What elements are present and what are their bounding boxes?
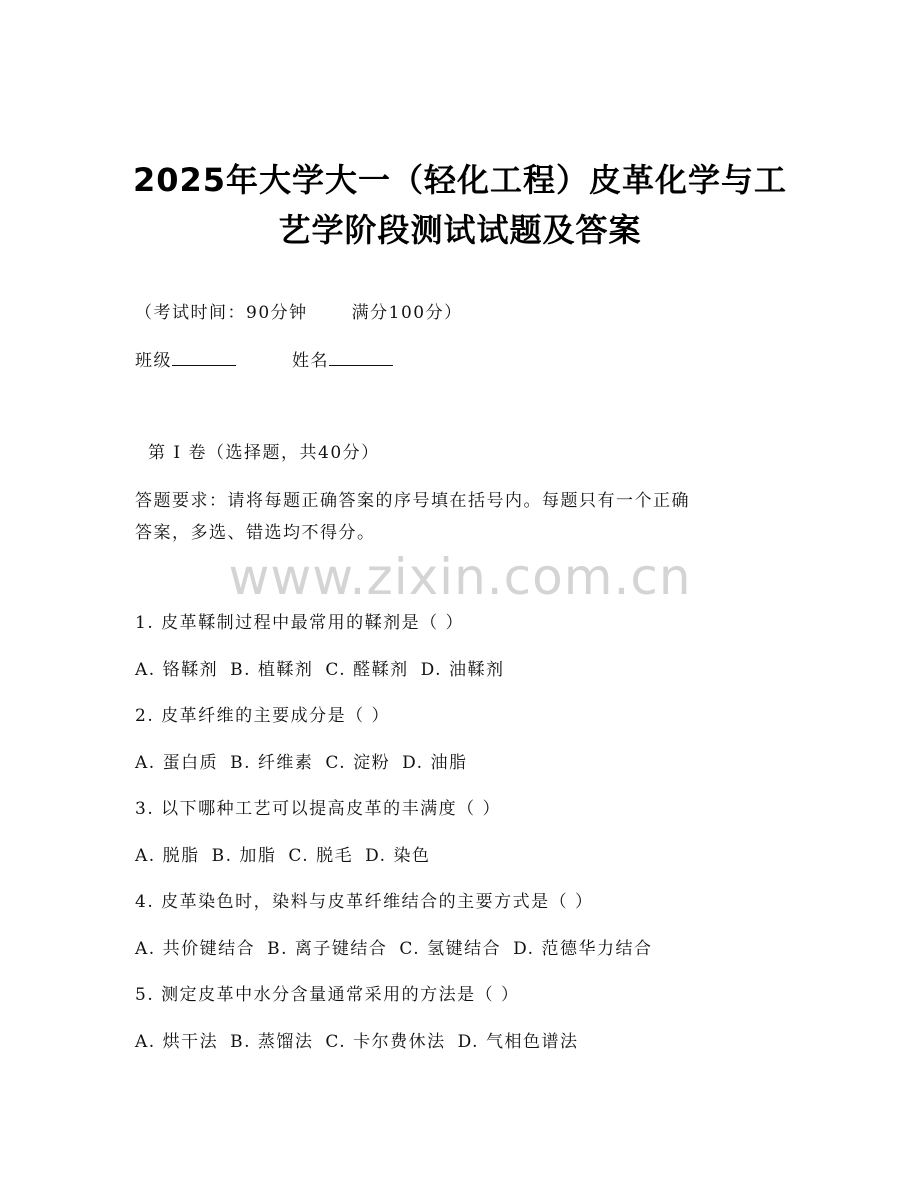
option-b: B. 加脂 [211, 846, 277, 866]
section-title: 第 I 卷（选择题，共40分） [148, 443, 380, 463]
class-blank[interactable] [172, 348, 236, 366]
option-d: D. 染色 [365, 846, 431, 866]
full-score: 满分100分） [351, 303, 463, 323]
question-3-options [135, 843, 442, 869]
question-4-options [135, 936, 664, 962]
option-b: B. 植鞣剂 [230, 660, 314, 680]
option-a: A. 共价键结合 [135, 939, 256, 959]
name-blank[interactable] [329, 348, 393, 366]
question-1: 1. 皮革鞣制过程中最常用的鞣剂是（ ） [135, 613, 465, 633]
option-c: C. 脱毛 [288, 846, 354, 866]
class-name-row [135, 348, 393, 374]
option-b: B. 离子键结合 [267, 939, 388, 959]
option-c: C. 氢键结合 [399, 939, 502, 959]
watermark: www.zixin.com.cn [228, 548, 692, 606]
exam-info [135, 300, 463, 326]
question-3: 3. 以下哪种工艺可以提高皮革的丰满度（ ） [135, 799, 502, 819]
option-d: D. 气相色谱法 [457, 1032, 579, 1052]
option-d: D. 油脂 [402, 753, 468, 773]
question-1-options [135, 657, 516, 683]
option-b: B. 蒸馏法 [230, 1032, 314, 1052]
option-d: D. 范德华力结合 [513, 939, 653, 959]
exam-time: （考试时间：90分钟 [135, 303, 308, 323]
option-c: C. 卡尔费休法 [325, 1032, 446, 1052]
option-c: C. 醛鞣剂 [325, 660, 409, 680]
option-a: A. 脱脂 [135, 846, 200, 866]
option-a: A. 铬鞣剂 [135, 660, 219, 680]
question-2-options [135, 750, 479, 776]
document-title-line-2: 艺学阶段测试试题及答案 [278, 211, 642, 249]
option-b: B. 纤维素 [230, 753, 314, 773]
question-5: 5. 测定皮革中水分含量通常采用的方法是（ ） [135, 985, 520, 1005]
option-c: C. 淀粉 [325, 753, 391, 773]
document-title-line-1: 2025年大学大一（轻化工程）皮革化学与工 [132, 161, 788, 199]
option-d: D. 油鞣剂 [420, 660, 505, 680]
class-label: 班级 [135, 351, 172, 371]
question-4: 4. 皮革染色时，染料与皮革纤维结合的主要方式是（ ） [135, 892, 594, 912]
requirement-line-1: 答题要求：请将每题正确答案的序号填在括号内。每题只有一个正确 [135, 491, 690, 511]
name-label: 姓名 [292, 351, 329, 371]
question-2: 2. 皮革纤维的主要成分是（ ） [135, 706, 391, 726]
question-5-options [135, 1029, 590, 1055]
option-a: A. 蛋白质 [135, 753, 219, 773]
requirement-line-2: 答案，多选、错选均不得分。 [135, 523, 376, 543]
option-a: A. 烘干法 [135, 1032, 219, 1052]
